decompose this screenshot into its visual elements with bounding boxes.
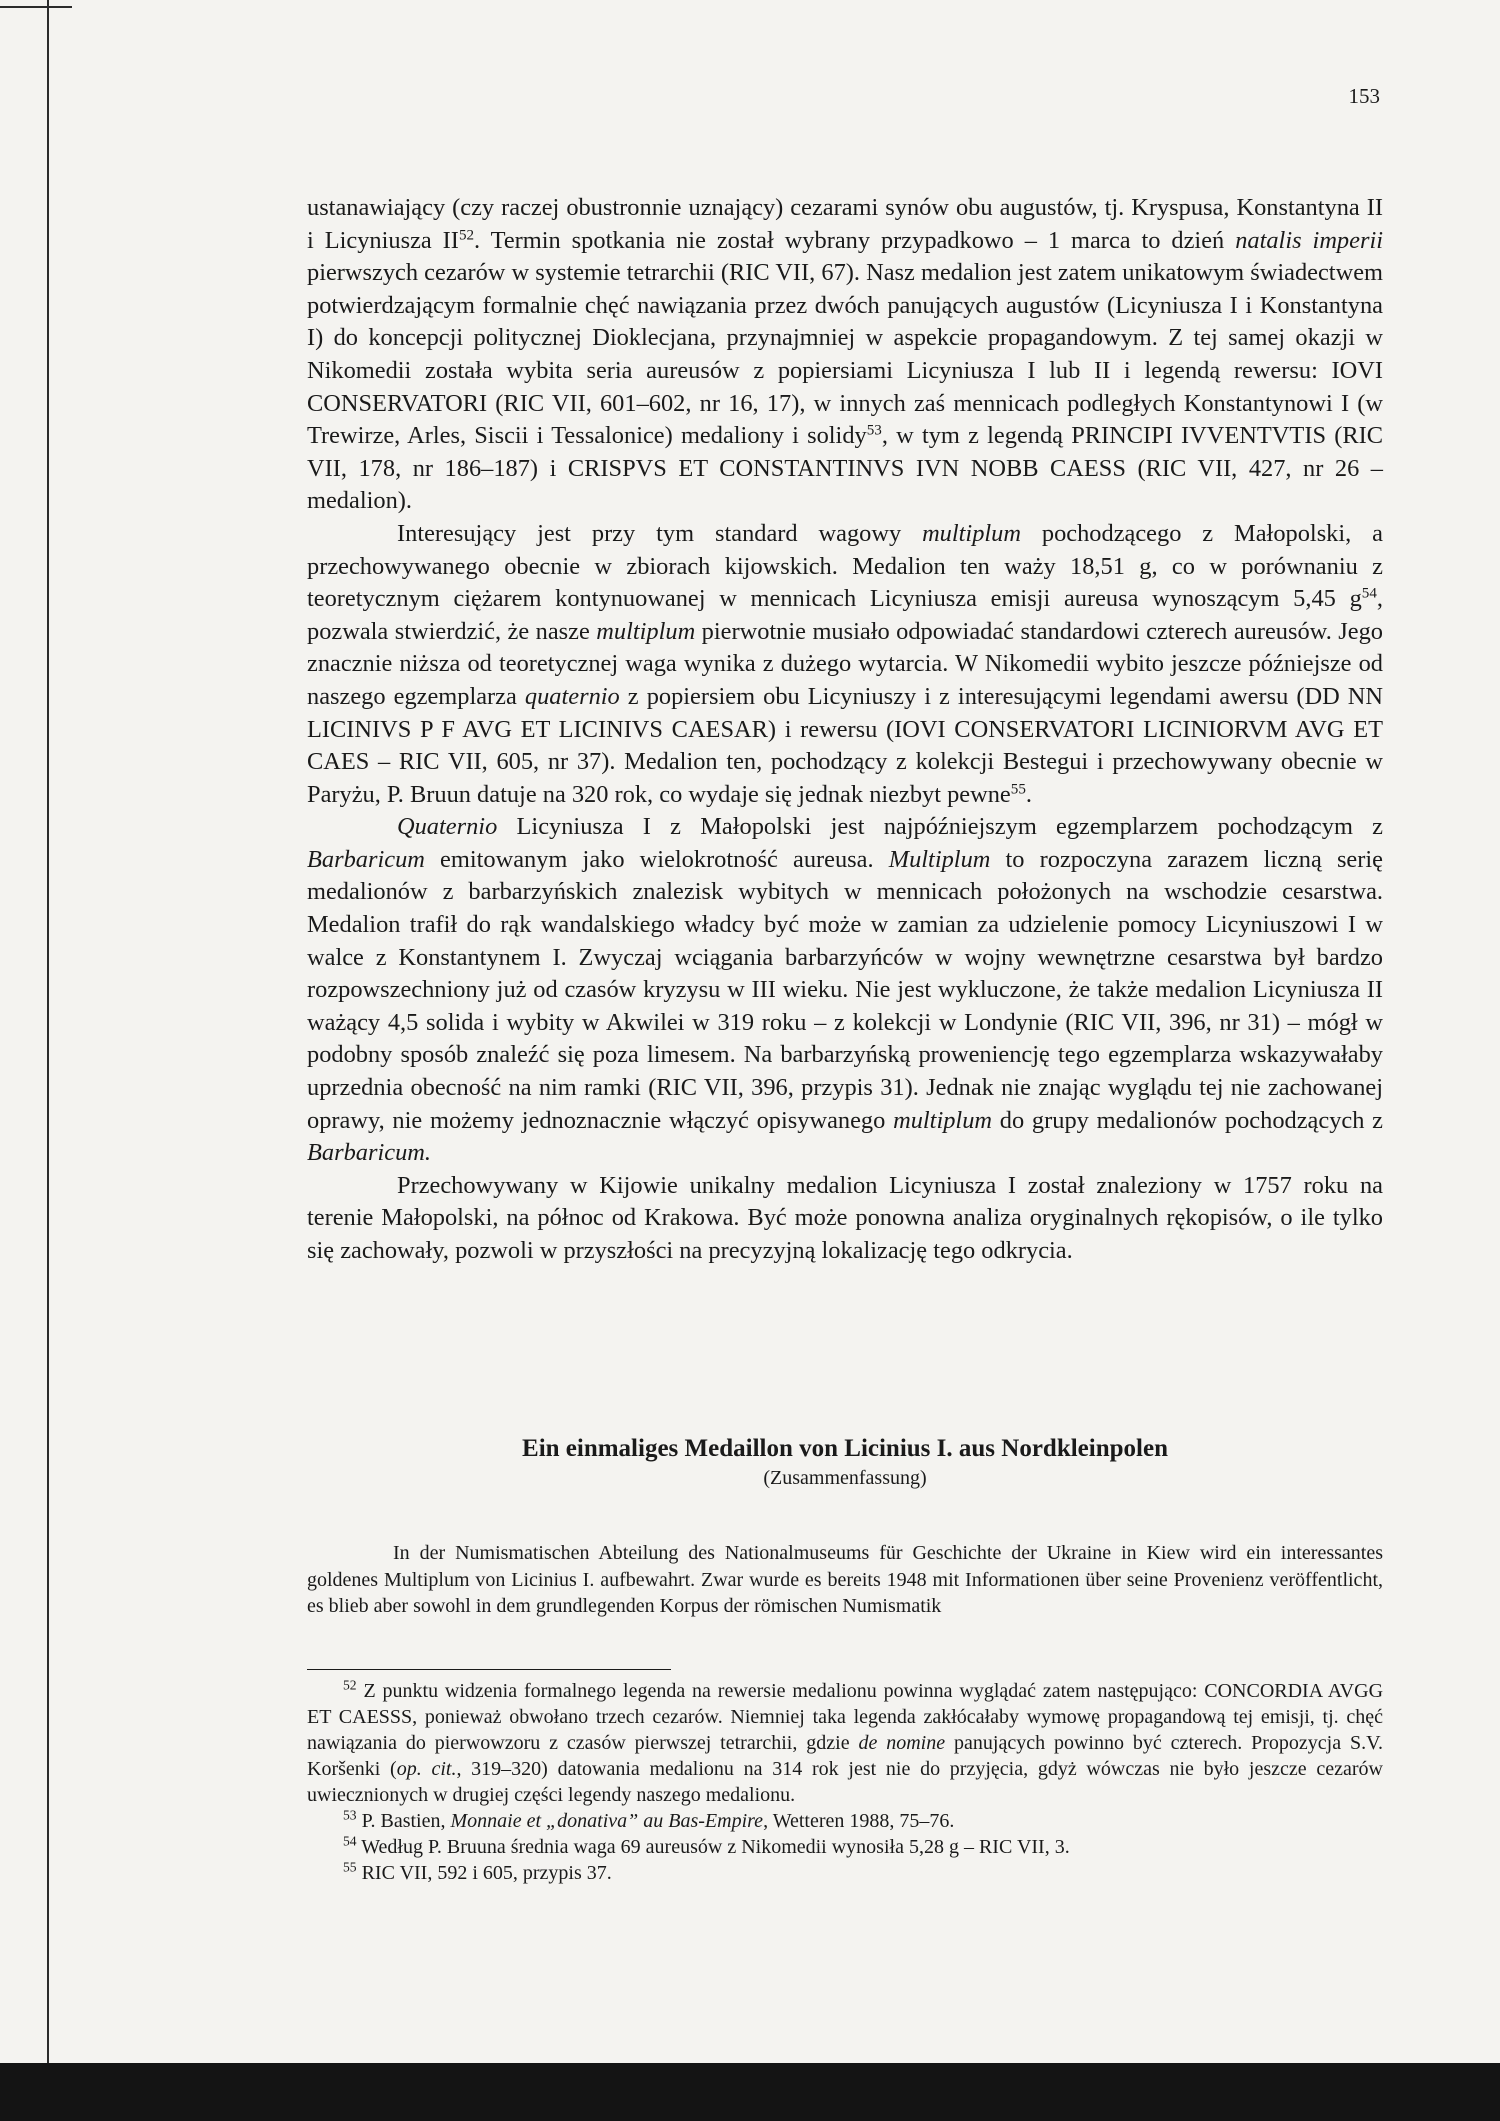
- binding-edge: [47, 0, 49, 2121]
- footnote-ref: 53: [866, 422, 882, 439]
- italic-text: de nomine: [858, 1732, 946, 1754]
- text-run: P. Bastien,: [361, 1810, 451, 1832]
- text-run: Z punktu widzenia formalnego legenda na rewersie medalionu powinna wyglądać zatem następująco: CONCORDIA AVGG ET CAESSS, ponieważ obwołano trzech cezarów. Niemniej taka legenda zakłócałaby wymowę propagandową tej emisji, tj. chęć nawiązania do pierwowzoru z czasów pierwszej tetrarchii, gdzie: [307, 1680, 1384, 1754]
- footnote-number: 52: [343, 1677, 357, 1693]
- italic-text: multiplum: [596, 617, 696, 645]
- footnote-52: [307, 1678, 1383, 1808]
- italic-text: multiplum: [922, 519, 1021, 547]
- italic-text: Monnaie et „donativa” au Bas-Empire: [450, 1810, 764, 1832]
- page-number: 153: [1348, 84, 1380, 108]
- paragraph-2: [307, 518, 1383, 811]
- footnote-number: 54: [343, 1833, 357, 1849]
- text-run: , pozwala stwierdzić, że nasze: [307, 585, 1383, 645]
- text-run: . Termin spotkania nie został wybrany przypadkowo – 1 marca to dzień: [474, 226, 1236, 254]
- footnote-55: [307, 1860, 1383, 1886]
- footnote-separator: [307, 1669, 671, 1670]
- text-run: emitowanym jako wielokrotność aureusa.: [424, 845, 889, 873]
- text-run: , 319–320) datowania medalionu na 314 rok jest nie do przyjęcia, gdyż wówczas nie było jeszcze cezarów uwiecznionych w drugiej części legendy naszego medalionu.: [307, 1758, 1383, 1806]
- italic-text: Barbaricum: [307, 845, 425, 873]
- text-run: Interesujący jest przy tym standard wagowy: [397, 519, 923, 547]
- text-run: RIC VII, 592 i 605, przypis 37.: [361, 1862, 612, 1884]
- text-run: , Wetteren 1988, 75–76.: [763, 1810, 955, 1832]
- footnote-number: 55: [343, 1859, 357, 1875]
- footnote-53: [307, 1808, 1383, 1834]
- text-run: , w tym z legendą PRINCIPI IVVENTVTIS (RIC VII, 178, nr 186–187) i CRISPVS ET CONSTANTINVS IVN NOBB CAESS (RIC VII, 427, nr 26 – medalion).: [307, 422, 1383, 515]
- footnote-54: [307, 1834, 1383, 1860]
- main-text: [307, 192, 1383, 1268]
- text-run: Licyniusza I z Małopolski jest najpóźniejszym egzemplarzem pochodzącym z: [497, 813, 1383, 841]
- italic-text: op. cit.: [396, 1758, 457, 1780]
- footnote-ref: 55: [1010, 781, 1026, 798]
- footnote-ref: 52: [458, 227, 475, 244]
- footnote-ref: 54: [1361, 585, 1377, 602]
- italic-text: natalis imperii: [1235, 226, 1383, 254]
- footnote-number: 53: [343, 1807, 357, 1823]
- text-run: pierwszych cezarów w systemie tetrarchii (RIC VII, 67). Nasz medalion jest zatem unikatowym świadectwem potwierdzającym formalnie chęć nawiązania przez dwóch panujących augustów (Licyniusza I i Konstantyna I) do koncepcji politycznej Dioklecjana, przynajmniej w aspekcie propagandowym. Z tej samej okazji w Nikomedii została wybita seria aureusów z popiersiami Licyniusza I lub II i legendą rewersu: IOVI CONSERVATORI (RIC VII, 601–602, nr 16, 17), w innych zaś mennicach podległych Konstantynowi I (w Trewirze, Arles, Siscii i Tessalonice) medaliony i solidy: [307, 259, 1383, 450]
- paragraph-3: [307, 811, 1383, 1170]
- summary-text: In der Numismatischen Abteilung des Nationalmuseums für Geschichte der Ukraine in Kiew wird ein interessantes goldenes Multiplum von Licinius I. aufbewahrt. Zwar wurde es bereits 1948 mit Informationen über seine Provenienz veröffentlicht, es blieb aber sowohl in dem grundlegenden Korpus der römischen Numismatik: [307, 1542, 1383, 1617]
- text-run: pierwotnie musiało odpowiadać standardowi czterech aureusów. Jego znacznie niższa od teoretycznej waga wynika z dużego wytarcia. W Nikomedii wybito jeszcze późniejsze od naszego egzemplarza: [307, 617, 1383, 710]
- italic-text: Barbaricum.: [307, 1139, 431, 1167]
- text-run: panujących powinno być czterech. Propozycja S.V. Koršenki (: [307, 1732, 1383, 1780]
- text-run: to rozpoczyna zarazem liczną serię medalionów z barbarzyńskich znalezisk wybitych w mennicach położonych na wschodzie cesarstwa. Medalion trafił do rąk wandalskiego władcy być może w zamian za udzielenie pomocy Licyniuszowi I w walce z Konstantynem I. Zwyczaj wciągania barbarzyńców w wojny wewnętrzne cesarstwa był bardzo rozpowszechniony już od czasów kryzysu w III wieku. Nie jest wykluczone, że także medalion Licyniusza II ważący 4,5 solida i wybity w Akwilei w 319 roku – z kolekcji w Londynie (RIC VII, 396, nr 31) – mógł w podobny sposób znaleźć się poza limesem. Na barbarzyńską proweniencję tego egzemplarza wskazywałaby uprzednia obecność na nim ramki (RIC VII, 396, przypis 31). Jednak nie znając wyglądu tej nie zachowanej oprawy, nie możemy jednoznacznie włączyć opisywanego: [307, 845, 1383, 1134]
- text-run: Przechowywany w Kijowie unikalny medalion Licyniusza I został znaleziony w 1757 roku na terenie Małopolski, na północ od Krakowa. Być może ponowna analiza oryginalnych rękopisów, o ile tylko się zachowały, pozwoli w przyszłości na precyzyjną lokalizację tego odkrycia.: [307, 1171, 1383, 1264]
- italic-text: Quaternio: [397, 813, 498, 841]
- text-run: do grupy medalionów pochodzących z: [992, 1106, 1384, 1134]
- footnotes: [307, 1678, 1383, 1886]
- scan-corner-mark: [0, 6, 72, 8]
- text-run: Według P. Bruuna średnia waga 69 aureusów z Nikomedii wynosiła 5,28 g – RIC VII, 3.: [361, 1836, 1070, 1858]
- italic-text: Multiplum: [888, 845, 991, 873]
- text-run: z popiersiem obu Licyniuszy i z interesującymi legendami awersu (DD NN LICINIVS P F AVG ET LICINIVS CAESAR) i rewersu (IOVI CONSERVATORI LICINIORVM AVG ET CAES – RIC VII, 605, nr 37). Medalion ten, pochodzący z kolekcji Bestegui i przechowywany obecnie w Paryżu, P. Bruun datuje na 320 rok, co wydaje się jednak niezbyt pewne: [307, 682, 1383, 808]
- italic-text: multiplum: [893, 1106, 993, 1134]
- text-run: ustanawiający (czy raczej obustronnie uznający) cezarami synów obu augustów, tj. Kryspusa, Konstantyna II i Licyniusza II: [307, 194, 1383, 254]
- text-run: .: [1025, 780, 1032, 808]
- summary-heading: Ein einmaliges Medaillon von Licinius I. aus Nordkleinpolen: [522, 1435, 1168, 1462]
- paragraph-4: [307, 1170, 1383, 1268]
- paragraph-1: [307, 192, 1383, 518]
- scan-bottom-edge: [0, 2063, 1500, 2121]
- text-run: pochodzącego z Małopolski, a przechowywanego obecnie w zbiorach kijowskich. Medalion ten waży 18,51 g, co w porównaniu z teoretycznym ciężarem kontynuowanej w mennicach Licyniusza emisji aureusa wynoszącym 5,45 g: [307, 519, 1383, 613]
- summary-subheading: (Zusammenfassung): [763, 1467, 927, 1489]
- italic-text: quaternio: [524, 682, 620, 710]
